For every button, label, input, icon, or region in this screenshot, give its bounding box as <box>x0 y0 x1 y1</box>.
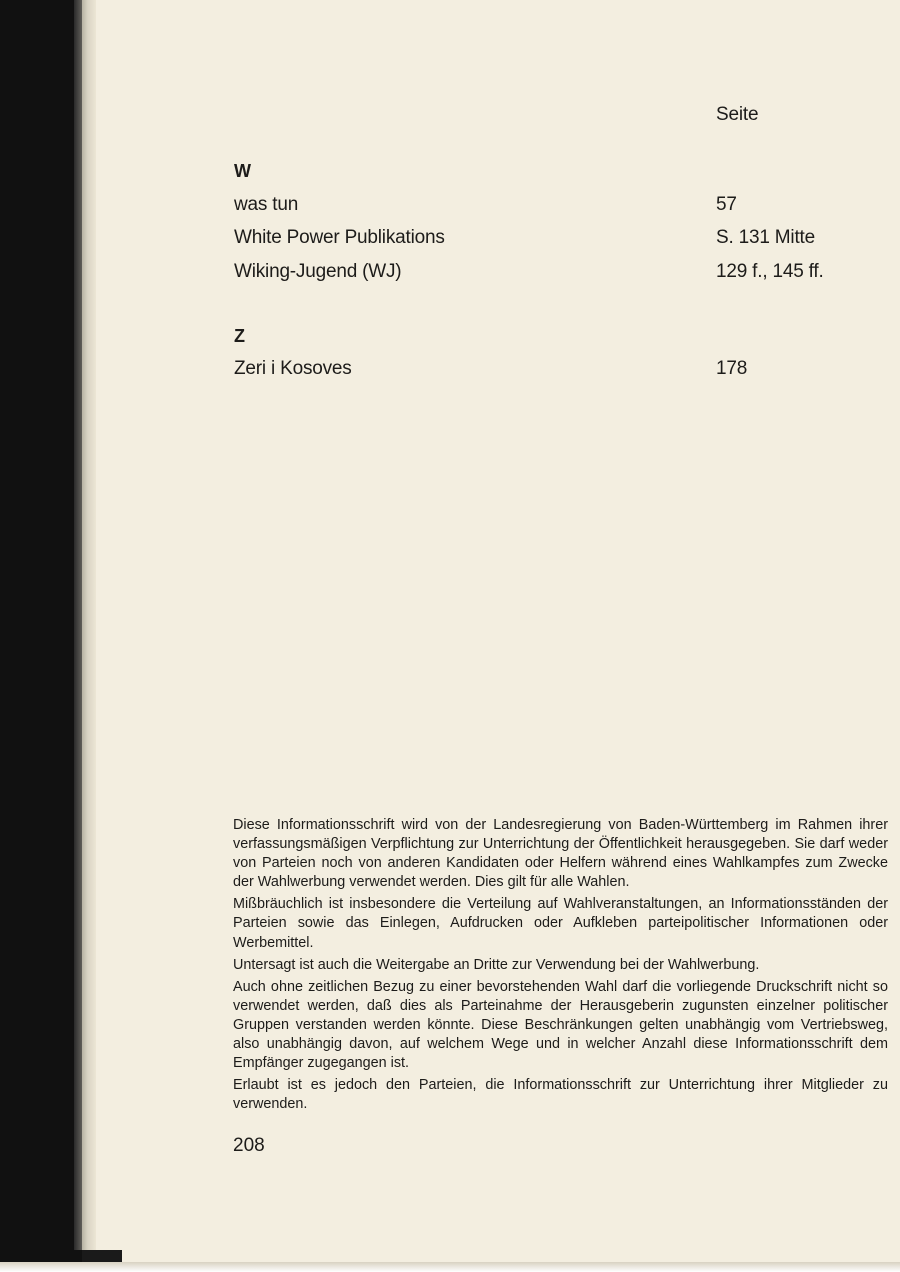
disclaimer-paragraph: Erlaubt ist es jedoch den Parteien, die Informationsschrift zur Unterrichtung ihrer Mitglieder zu verwenden. <box>233 1077 888 1113</box>
bottom-spine-strip <box>82 1250 122 1262</box>
index-section-letter: W <box>234 161 251 181</box>
page-column-header: Seite <box>716 104 759 125</box>
legal-disclaimer <box>233 816 888 1117</box>
index-section-letter: Z <box>234 326 245 346</box>
disclaimer-paragraph: Untersagt ist auch die Weitergabe an Dritte zur Verwendung bei der Wahlwerbung. <box>233 956 760 973</box>
disclaimer-paragraph: Mißbräuchlich ist insbesondere die Verteilung auf Wahlveranstaltungen, an Informationsständen der Parteien sowie das Einlegen, Aufdrucken oder Aufkleben parteipolitischer Informationen oder Werbemittel. <box>233 896 888 951</box>
index-entry-term: Wiking-Jugend (WJ) <box>234 261 402 282</box>
disclaimer-paragraph: Auch ohne zeitlichen Bezug zu einer bevorstehenden Wahl darf die vorliegende Druckschrift nicht so verwendet werden, daß dies als Parteinahme der Herausgeberin zugunsten einzelner politischer Gruppen verstanden werden könnte. Diese Beschränkungen gelten unabhängig vom Vertriebsweg, also unabhängig davon, auf welchem Wege und in welcher Anzahl diese Informationsschrift dem Empfänger zugegangen ist. <box>233 978 888 1072</box>
index-entry-page: 178 <box>716 358 748 379</box>
book-spine-shadow <box>0 0 82 1265</box>
index-entry-term: White Power Publikations <box>234 227 445 248</box>
index-entry-page: 129 f., 145 ff. <box>716 261 824 282</box>
index-entry-page: S. 131 Mitte <box>716 227 815 248</box>
index-entry-page: 57 <box>716 194 737 215</box>
page-stack-edge <box>82 0 96 1260</box>
page-number: 208 <box>233 1135 265 1156</box>
index-entry-term: Zeri i Kosoves <box>234 358 352 379</box>
disclaimer-paragraph: Diese Informationsschrift wird von der Landesregierung von Baden-Württemberg im Rahmen ihrer verfassungsmäßigen Verpflichtung zur Unterrichtung der Öffentlichkeit herausgegeben. Sie darf weder von Parteien noch von anderen Kandidaten oder Helfern während eines Wahlkampfes zum Zwecke der Wahlwerbung verwendet werden. Dies gilt für alle Wahlen. <box>233 817 888 891</box>
page-bottom-edge <box>0 1262 900 1272</box>
index-entry-term: was tun <box>234 194 299 215</box>
